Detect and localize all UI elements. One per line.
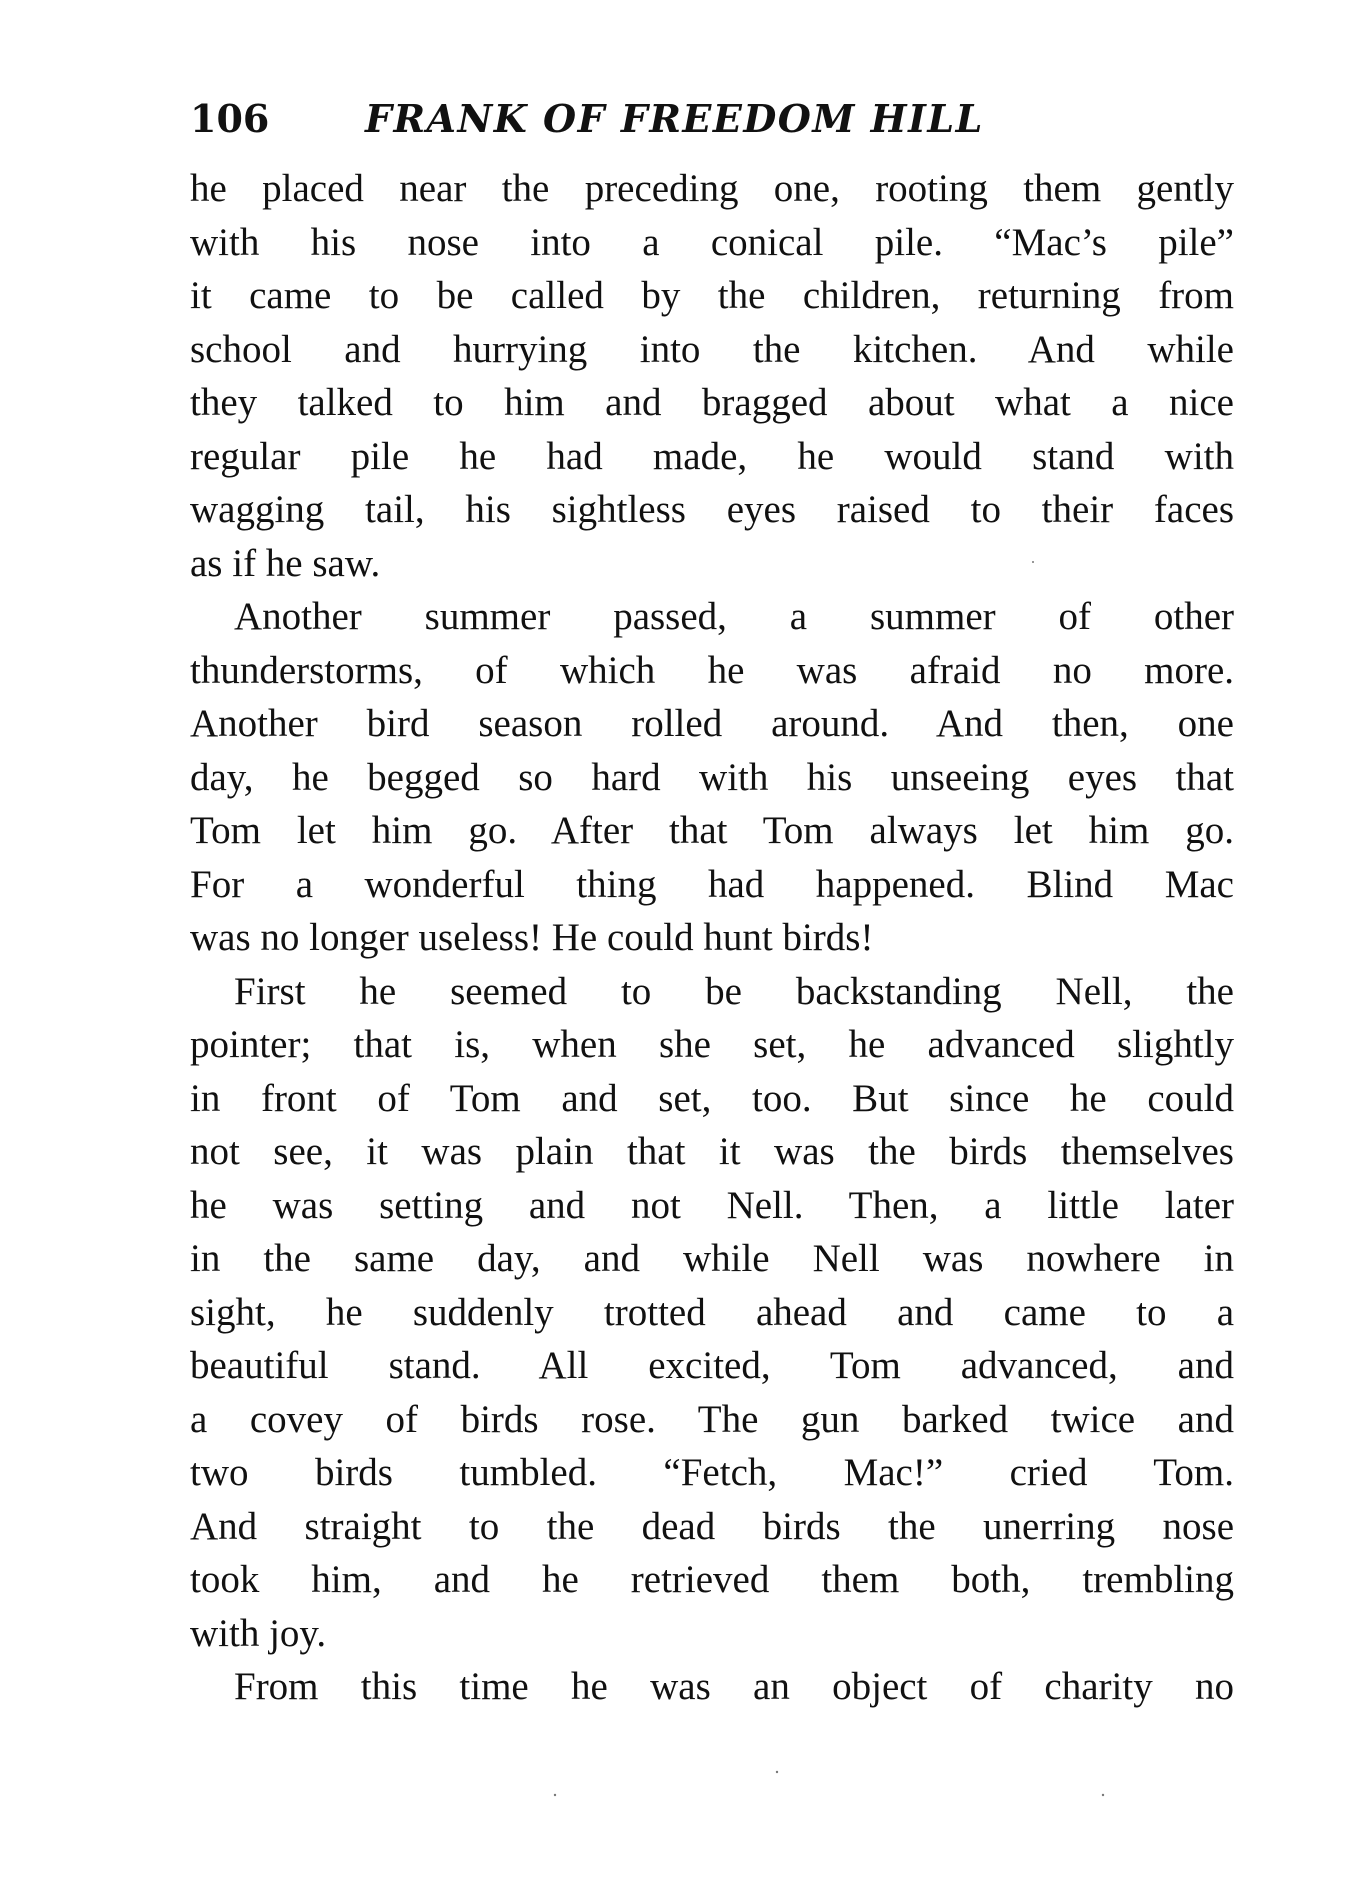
text-line: it came to be called by the children, returning from	[190, 274, 1234, 317]
text-line: wagging tail, his sightless eyes raised to their faces	[190, 488, 1234, 531]
running-title: FRANK OF FREEDOM HILL	[365, 96, 984, 141]
text-line: he was setting and not Nell. Then, a little later	[190, 1183, 1234, 1227]
speck	[554, 1794, 556, 1796]
text-line: school and hurrying into the kitchen. And while	[190, 327, 1234, 371]
text-line: two birds tumbled. “Fetch, Mac!” cried Tom.	[190, 1451, 1234, 1494]
text-line: in front of Tom and set, too. But since he could	[190, 1076, 1234, 1120]
speck	[1102, 1794, 1104, 1796]
page-header	[190, 88, 1234, 150]
text-line: sight, he suddenly trotted ahead and came to a	[190, 1290, 1234, 1334]
text-line: day, he begged so hard with his unseeing eyes that	[190, 755, 1234, 799]
text-line: And straight to the dead birds the unerring nose	[190, 1504, 1234, 1548]
text-line: beautiful stand. All excited, Tom advanced, and	[190, 1344, 1234, 1387]
text-line: with joy.	[190, 1611, 327, 1655]
text-line: with his nose into a conical pile. “Mac’s pile”	[190, 220, 1234, 264]
text-line: they talked to him and bragged about what a nice	[190, 381, 1234, 424]
paragraph	[190, 965, 1234, 1661]
text-line: a covey of birds rose. The gun barked twice and	[190, 1397, 1234, 1441]
text-line: From this time he was an object of charity no	[234, 1665, 1234, 1708]
text-line: as if he saw.	[190, 541, 381, 585]
speck	[776, 1771, 778, 1773]
text-line: he placed near the preceding one, rooting them gently	[190, 167, 1234, 210]
paragraph	[190, 1660, 1234, 1714]
paragraph	[190, 162, 1234, 590]
text-line: Another bird season rolled around. And then, one	[190, 702, 1234, 745]
text-line: took him, and he retrieved them both, trembling	[190, 1558, 1234, 1601]
text-line: in the same day, and while Nell was nowhere in	[190, 1237, 1234, 1280]
text-line: Another summer passed, a summer of other	[234, 595, 1234, 638]
text-line: First he seemed to be backstanding Nell, the	[234, 969, 1234, 1013]
body-text	[190, 162, 1234, 1714]
text-line: pointer; that is, when she set, he advanced slightly	[190, 1023, 1234, 1066]
text-line: regular pile he had made, he would stand with	[190, 434, 1234, 478]
page-number: 106	[190, 96, 270, 141]
book-page	[190, 88, 1234, 1714]
paragraph	[190, 590, 1234, 965]
text-line: was no longer useless! He could hunt birds!	[190, 916, 874, 959]
text-line: For a wonderful thing had happened. Blind Mac	[190, 862, 1234, 906]
text-line: not see, it was plain that it was the birds themselves	[190, 1130, 1234, 1173]
text-line: thunderstorms, of which he was afraid no more.	[190, 648, 1234, 692]
text-line: Tom let him go. After that Tom always let him go.	[190, 809, 1234, 852]
